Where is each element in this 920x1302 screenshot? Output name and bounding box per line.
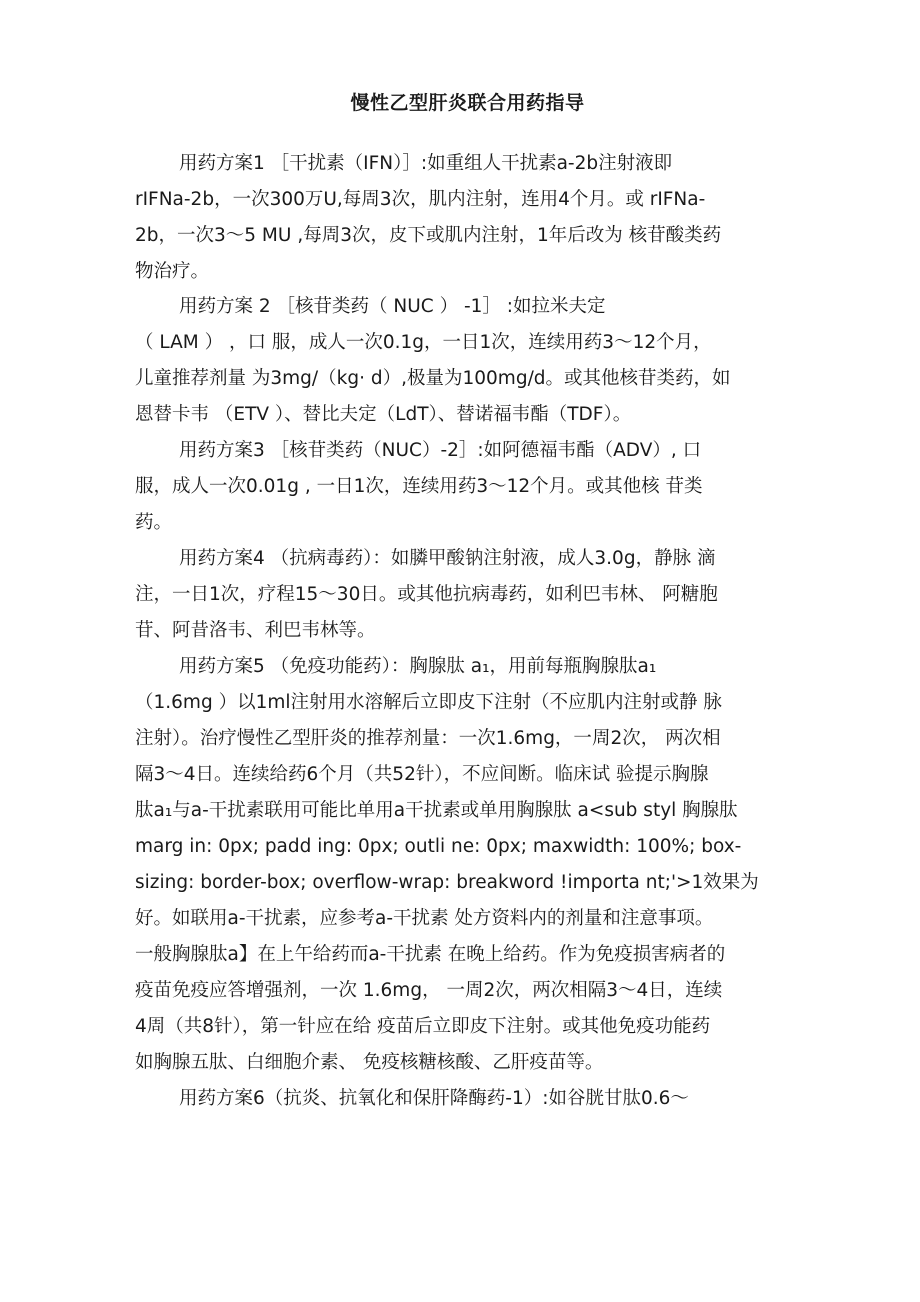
text-line: 用药方案4 （抗病毒药）：如膦甲酸钠注射液，成人3.0g，静脉 滴: [179, 548, 716, 569]
text-line: 用药方案5 （免疫功能药）：胸腺肽 a₁，用前每瓶胸腺肽a₁: [179, 656, 657, 677]
text-line: 如胸腺五肽、白细胞介素、 免疫核糖核酸、乙肝疫苗等。: [135, 1052, 604, 1073]
text-line: 肽a₁与a-干扰素联用可能比单用a干扰素或单用胸腺肽 a<sub styl 胸腺肽: [135, 800, 738, 821]
text-line: 隔3〜4日。连续给药6个月（共52针），不应间断。临床试 验提示胸腺: [135, 764, 709, 785]
paragraph-regimen-5: [135, 649, 800, 1081]
paragraph-regimen-3: [135, 433, 800, 541]
paragraph-regimen-4: [135, 541, 800, 649]
document-title: 慢性乙型肝炎联合用药指导: [350, 92, 585, 114]
text-line: 好。如联用a-干扰素，应参考a-干扰素 处方资料内的剂量和注意事项。: [135, 908, 714, 929]
text-line: 4周（共8针），第一针应在给 疫苗后立即皮下注射。或其他免疫功能药: [135, 1016, 711, 1037]
text-line: sizing: border-box; overflow-wrap: breakword !importa nt;'>1效果为: [135, 872, 759, 893]
paragraph-regimen-6: [135, 1081, 800, 1117]
text-line: 服，成人一次0.01g , 一日1次，连续用药3〜12个月。或其他核 苷类: [135, 476, 703, 497]
text-line: 物治疗。: [135, 261, 210, 282]
text-line: 药。: [135, 512, 173, 533]
text-line: 苷、阿昔洛韦、利巴韦林等。: [135, 620, 376, 641]
text-line: rIFNa-2b，一次300万U,每周3次，肌内注射，连用4个月。或 rIFNa-: [135, 189, 706, 210]
text-line: 儿童推荐剂量 为3mg/（kg· d）,极量为100mg/d。或其他核苷类药，如: [135, 368, 731, 389]
paragraph-regimen-1: [135, 146, 800, 290]
text-line: 注，一日1次，疗程15〜30日。或其他抗病毒药，如利巴韦林、 阿糖胞: [135, 584, 718, 605]
text-line: （1.6mg ）以1ml注射用水溶解后立即皮下注射（不应肌内注射或静 脉: [135, 692, 722, 713]
text-line: 2b，一次3〜5 MU ,每周3次，皮下或肌内注射，1年后改为 核苷酸类药: [135, 225, 722, 246]
text-line: 用药方案6（抗炎、抗氧化和保肝降酶药-1）:如谷胱甘肽0.6〜: [179, 1088, 689, 1109]
text-line: 注射）。治疗慢性乙型肝炎的推荐剂量：一次1.6mg，一周2次， 两次相: [135, 728, 721, 749]
paragraph-regimen-2: [135, 289, 800, 433]
text-line: 一般胸腺肽a】在上午给药而a-干扰素 在晚上给药。作为免疫损害病者的: [135, 944, 726, 965]
text-line: 用药方案1 ［干扰素（IFN）］:如重组人干扰素a-2b注射液即: [179, 153, 673, 174]
text-line: 用药方案3 ［核苷类药（NUC）-2］:如阿德福韦酯（ADV）, 口: [179, 440, 702, 461]
text-line: （ LAM ） ，口 服，成人一次0.1g，一日1次，连续用药3〜12个月，: [135, 332, 712, 353]
text-line: marg in: 0px; padd ing: 0px; outli ne: 0px; maxwidth: 100%; box-: [135, 836, 742, 857]
text-line: 疫苗免疫应答增强剂，一次 1.6mg， 一周2次，两次相隔3〜4日，连续: [135, 980, 723, 1001]
text-line: 恩替卡韦 （ETV ）、替比夫定（LdT）、替诺福韦酯（TDF）。: [135, 404, 632, 425]
text-line: 用药方案 2 ［核苷类药（ NUC ） -1］ :如拉米夫定: [179, 296, 606, 317]
